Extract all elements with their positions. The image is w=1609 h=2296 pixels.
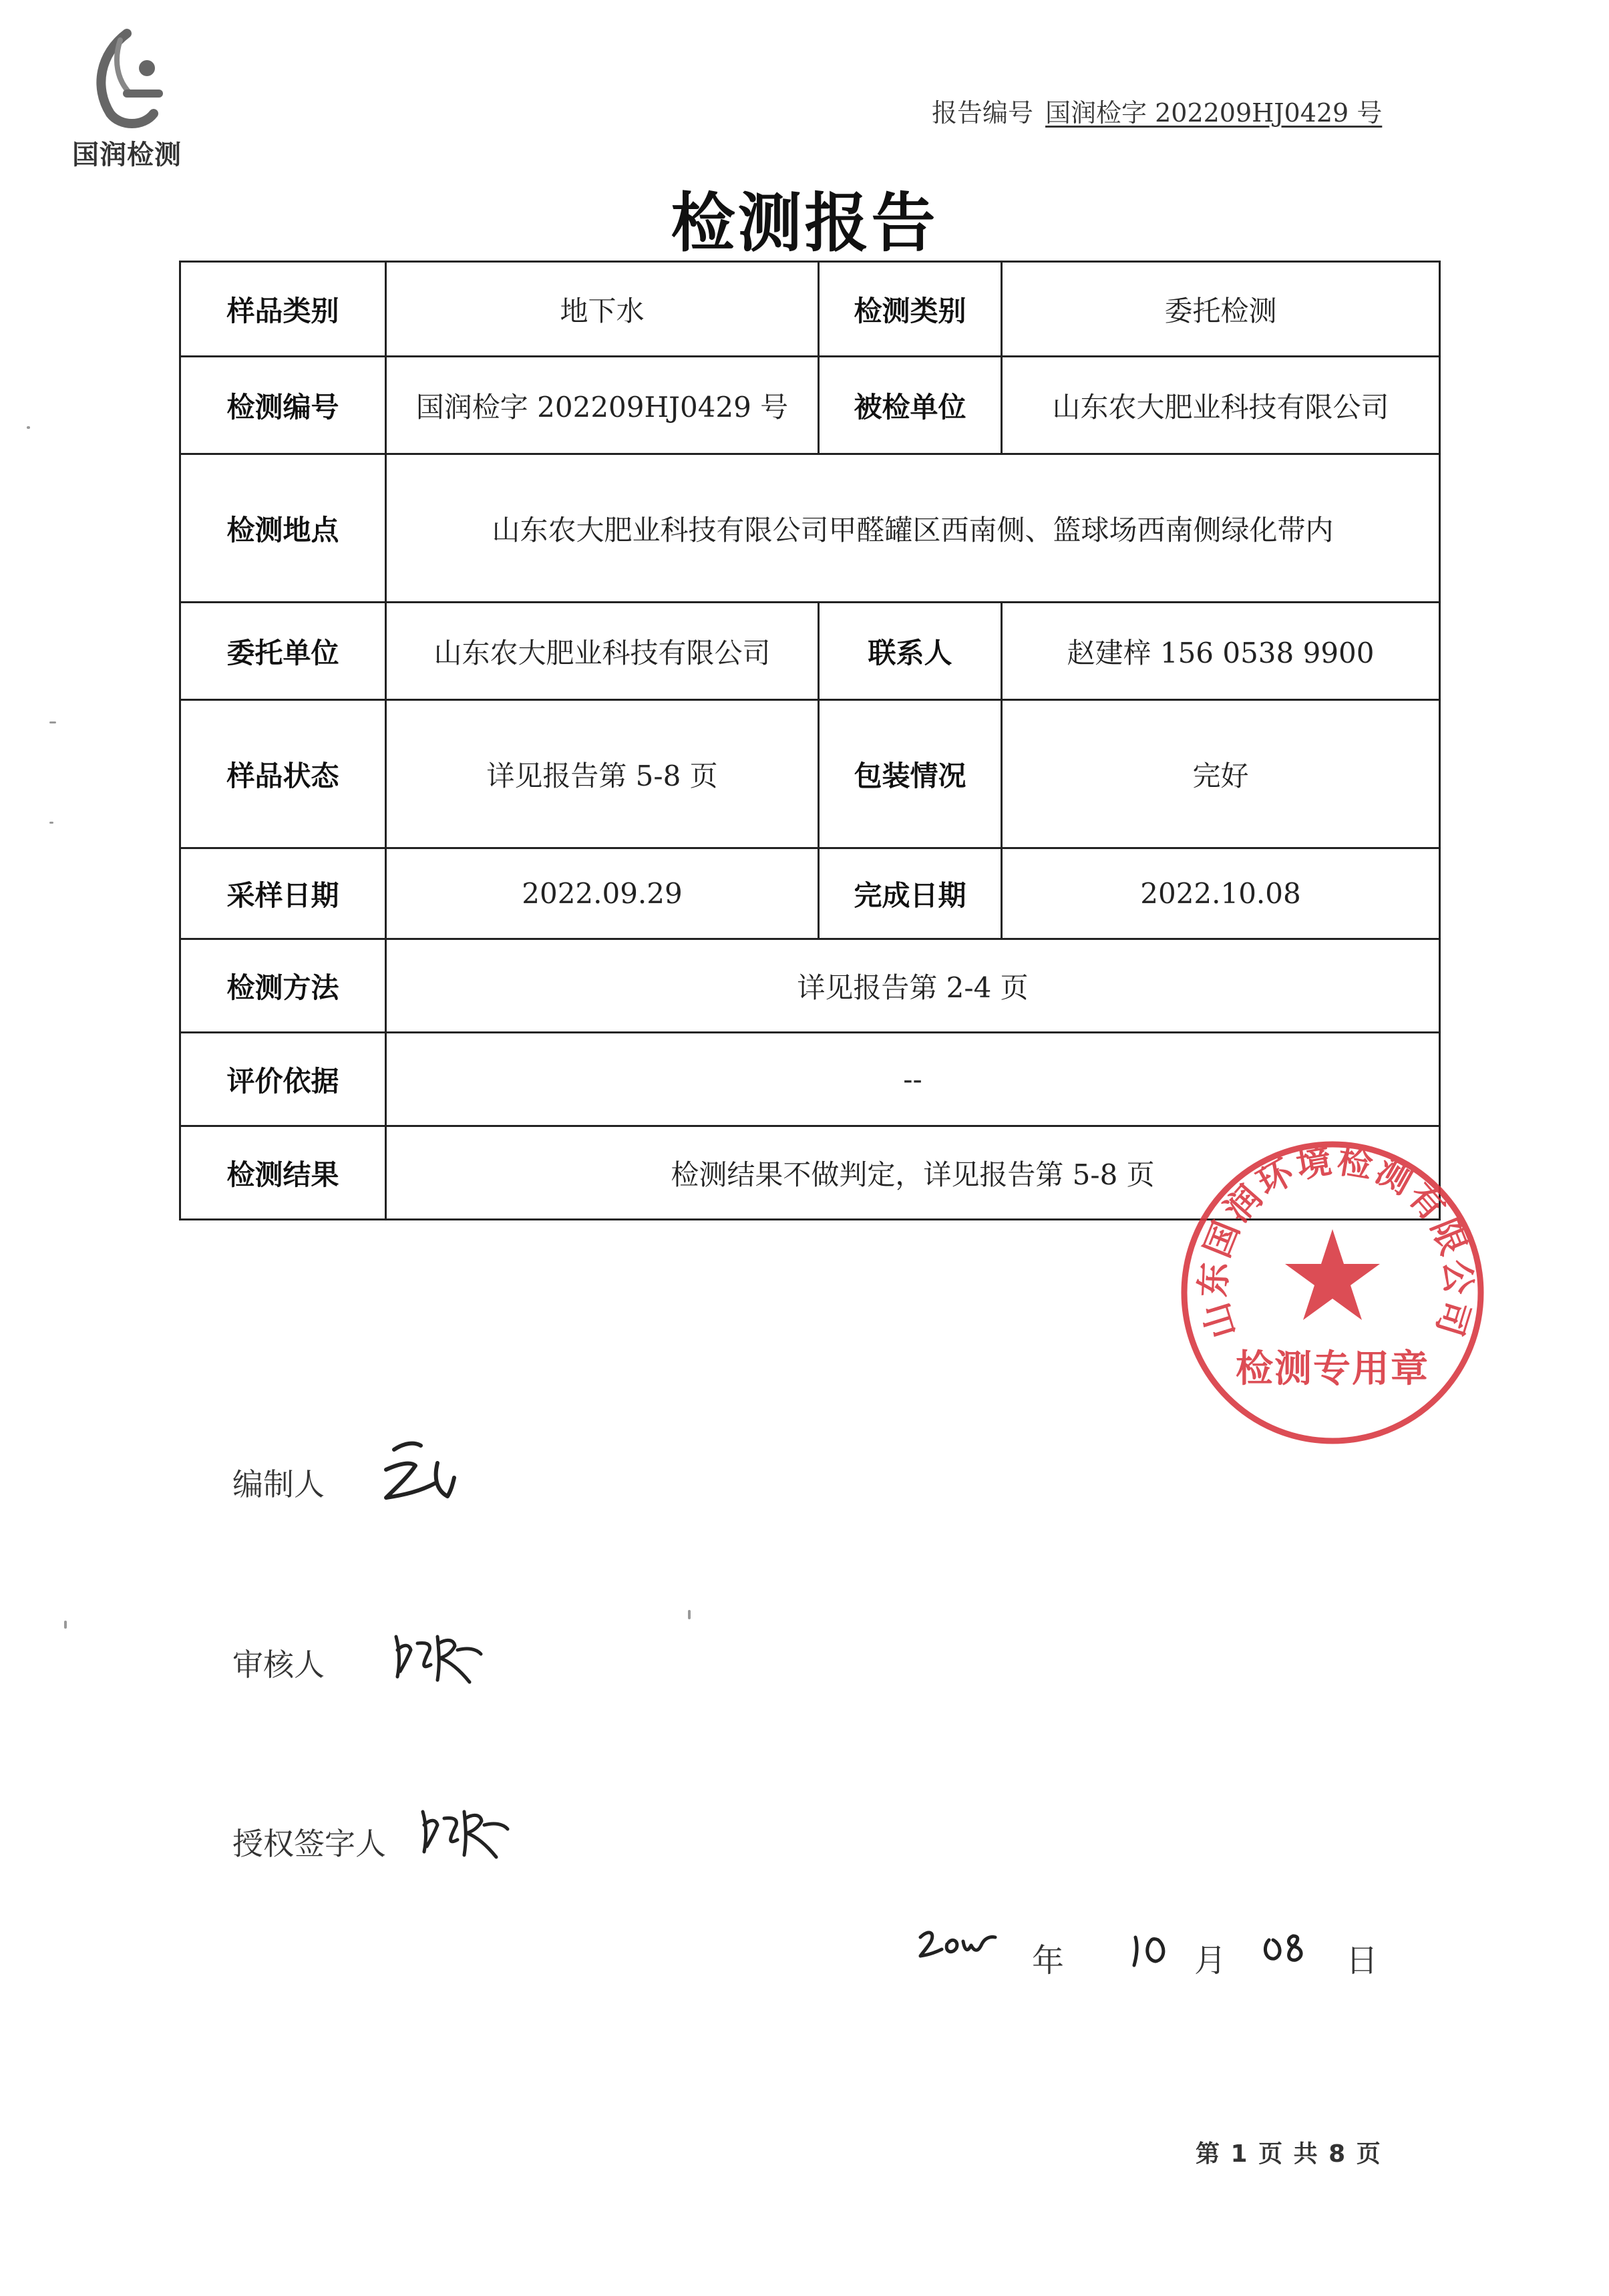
day-unit: 日 — [1346, 1942, 1379, 1979]
date-month-handwritten — [1129, 1923, 1189, 1976]
basis-value: -- — [386, 1033, 1440, 1126]
table-row — [180, 848, 1440, 939]
company-logo — [60, 27, 194, 180]
sample-state-value: 详见报告第 5-8 页 — [386, 700, 819, 848]
contact-value: 赵建梓 156 0538 9900 — [1002, 603, 1440, 700]
test-type-label: 检测类别 — [819, 262, 1002, 357]
scan-speck — [688, 1610, 691, 1619]
scan-speck — [64, 1621, 67, 1629]
report-info-table — [179, 261, 1441, 1220]
logo-text: 国润检测 — [72, 140, 182, 170]
table-row — [180, 700, 1440, 848]
packaging-label: 包装情况 — [819, 700, 1002, 848]
method-value: 详见报告第 2-4 页 — [386, 939, 1440, 1033]
sample-state-label: 样品状态 — [180, 700, 386, 848]
report-number-value: 国润检字 202209HJ0429 号 — [1045, 98, 1383, 128]
client-value: 山东农大肥业科技有限公司 — [386, 603, 819, 700]
official-seal — [1176, 1136, 1489, 1450]
sampling-date-label: 采样日期 — [180, 848, 386, 939]
method-label: 检测方法 — [180, 939, 386, 1033]
inspected-unit-value: 山东农大肥业科技有限公司 — [1002, 357, 1440, 454]
result-label: 检测结果 — [180, 1126, 386, 1220]
client-label: 委托单位 — [180, 603, 386, 700]
test-type-value: 委托检测 — [1002, 262, 1440, 357]
basis-label: 评价依据 — [180, 1033, 386, 1126]
result-value: 检测结果不做判定，详见报告第 5-8 页 — [386, 1126, 1440, 1220]
inspected-unit-label: 被检单位 — [819, 357, 1002, 454]
page-title: 检测报告 — [671, 186, 938, 261]
report-number-label: 报告编号 — [932, 98, 1034, 128]
completion-date-label: 完成日期 — [819, 848, 1002, 939]
test-no-label: 检测编号 — [180, 357, 386, 454]
seal-star-icon — [1285, 1229, 1380, 1320]
table-row — [180, 357, 1440, 454]
signing-date — [908, 1911, 1443, 1991]
compiler-label: 编制人 — [232, 1466, 325, 1502]
month-unit: 月 — [1194, 1942, 1227, 1979]
date-year-handwritten — [915, 1917, 1015, 1971]
date-day-handwritten — [1256, 1920, 1316, 1973]
table-row — [180, 454, 1440, 603]
seal-bottom-text: 检测专用章 — [1236, 1347, 1429, 1391]
table-row — [180, 603, 1440, 700]
location-label: 检测地点 — [180, 454, 386, 603]
report-number — [932, 92, 1382, 129]
year-unit: 年 — [1032, 1942, 1065, 1979]
packaging-value: 完好 — [1002, 700, 1440, 848]
scan-speck — [27, 426, 30, 429]
sample-type-label: 样品类别 — [180, 262, 386, 357]
sampling-date-value: 2022.09.29 — [386, 848, 819, 939]
completion-date-value: 2022.10.08 — [1002, 848, 1440, 939]
scan-speck — [49, 822, 53, 824]
reviewer-label: 审核人 — [232, 1647, 325, 1683]
scan-speck — [49, 721, 56, 723]
logo-mark-icon — [80, 27, 174, 134]
page-footer: 第 1 页 共 8 页 — [1196, 2140, 1382, 2168]
compiler-signature — [374, 1436, 468, 1510]
location-value: 山东农大肥业科技有限公司甲醛罐区西南侧、篮球场西南侧绿化带内 — [386, 454, 1440, 603]
table-row — [180, 1033, 1440, 1126]
approver-label: 授权签字人 — [232, 1826, 386, 1862]
table-row — [180, 262, 1440, 357]
approver-signature — [417, 1797, 518, 1864]
reviewer-signature — [391, 1623, 491, 1690]
test-no-value: 国润检字 202209HJ0429 号 — [386, 357, 819, 454]
sample-type-value: 地下水 — [386, 262, 819, 357]
seal-top-text: 山东国润环境检测有限公司 — [1194, 1140, 1478, 1343]
contact-label: 联系人 — [819, 603, 1002, 700]
table-row — [180, 939, 1440, 1033]
